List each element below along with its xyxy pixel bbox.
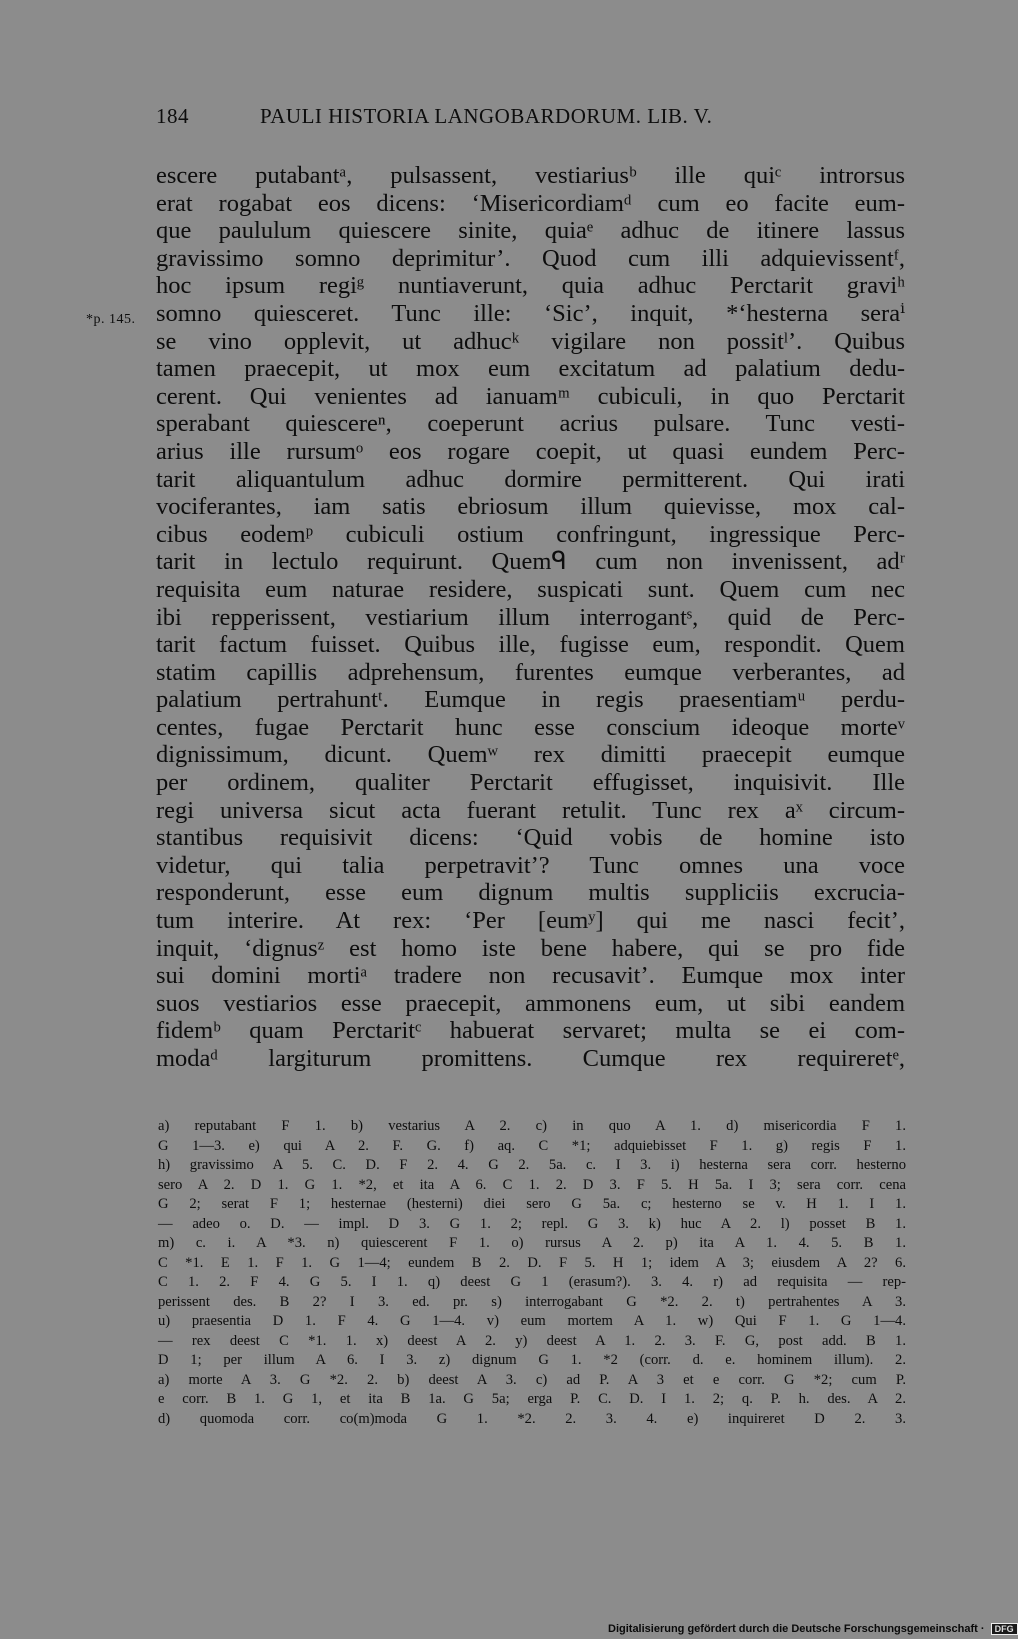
footnotes xyxy=(158,1117,906,1429)
dfg-footer xyxy=(608,1623,1018,1635)
text-line: somno quiesceret. Tunc ille: ‘Sic’, inquit, *‘hesterna seraⁱ xyxy=(156,299,905,327)
footnote-line: — adeo o. D. — impl. D 3. G 1. 2; repl. G 3. k) huc A 2. l) posset B 1. xyxy=(158,1215,906,1232)
text-line: tarit factum fuisset. Quibus ille, fugisse eum, respondit. Quem xyxy=(156,631,905,659)
text-line: inquit, ‘dignusᶻ est homo iste bene habere, qui se pro fide xyxy=(156,934,905,962)
text-line: requisita eum naturae residere, suspicati sunt. Quem cum nec xyxy=(156,575,905,603)
page-number: 184 xyxy=(156,104,189,128)
footnote-line: u) praesentia D 1. F 4. G 1—4. v) eum mortem A 1. w) Qui F 1. G 1—4. xyxy=(158,1313,906,1329)
text-line: per ordinem, qualiter Perctarit effugisset, inquisivit. Ille xyxy=(156,769,905,797)
footnote-line: perissent des. B 2? I 3. ed. pr. s) interrogabant G *2. 2. t) pertrahentes A 3. xyxy=(158,1293,906,1310)
footnote-line: — rex deest C *1. 1. x) deest A 2. y) deest A 1. 2. 3. F. G, post add. B 1. xyxy=(158,1332,906,1349)
footnote-line: d) quomoda corr. co(m)moda G 1. *2. 2. 3. 4. e) inquireret D 2. 3. xyxy=(158,1410,906,1427)
text-line: modaᵈ largiturum promittens. Cumque rex requireretᵉ, xyxy=(156,1045,905,1072)
text-line: gravissimo somno deprimitur’. Quod cum illi adquievissentᶠ, xyxy=(156,244,905,272)
text-line: tarit in lectulo requirunt. Quemᑫ cum non invenissent, adʳ xyxy=(156,548,905,576)
main-text xyxy=(156,162,905,1073)
footnote-line: G 2; serat F 1; hesternae (hesterni) diei sero G 5a. c; hesterno se v. H 1. I 1. xyxy=(158,1196,906,1212)
text-line: se vino opplevit, ut adhucᵏ vigilare non possitˡ’. Quibus xyxy=(156,327,905,355)
text-line: sperabant quiescereⁿ, coeperunt acrius pulsare. Tunc vesti- xyxy=(156,410,905,438)
text-line: responderunt, esse eum dignum multis suppliciis excrucia- xyxy=(156,879,905,907)
text-line: sui domini mortiᵃ tradere non recusavit’. Eumque mox inter xyxy=(156,962,905,990)
running-title: PAULI HISTORIA LANGOBARDORUM. LIB. V. xyxy=(260,104,713,128)
text-line: cerent. Qui venientes ad ianuamᵐ cubiculi, in quo Perctarit xyxy=(156,382,905,410)
text-line: videtur, qui talia perpetravit’? Tunc omnes una voce xyxy=(156,851,905,879)
margin-page-reference: *p. 145. xyxy=(86,312,136,327)
text-line: vociferantes, iam satis ebriosum illum quievisse, mox cal- xyxy=(156,493,905,521)
text-line: statim capillis adprehensum, furentes eumque verberantes, ad xyxy=(156,658,905,686)
text-line: fidemᵇ quam Perctaritᶜ habuerat servaret; multa se ei com- xyxy=(156,1017,905,1045)
text-line: regi universa sicut acta fuerant retulit. Tunc rex aˣ circum- xyxy=(156,796,905,824)
dfg-logo: DFG xyxy=(991,1623,1018,1635)
footer-text: Digitalisierung gefördert durch die Deutsche Forschungsgemeinschaft · xyxy=(608,1623,985,1635)
text-line: erat rogabat eos dicens: ‘Misericordiamᵈ cum eo facite eum- xyxy=(156,189,905,217)
text-line: que paululum quiescere sinite, quiaᵉ adhuc de itinere lassus xyxy=(156,217,905,245)
footnote-line: a) morte A 3. G *2. 2. b) deest A 3. c) ad P. A 3 et e corr. G *2; cum P. xyxy=(158,1371,906,1388)
text-line: suos vestiarios esse praecepit, ammonens eum, ut sibi eandem xyxy=(156,989,905,1017)
footnote-line: a) reputabant F 1. b) vestarius A 2. c) in quo A 1. d) misericordia F 1. xyxy=(158,1118,906,1134)
text-line: tamen praecepit, ut mox eum excitatum ad palatium dedu- xyxy=(156,355,905,383)
footnote-line: e corr. B 1. G 1, et ita B 1a. G 5a; erga P. C. D. I 1. 2; q. P. h. des. A 2. xyxy=(158,1391,906,1407)
footnote-line: D 1; per illum A 6. I 3. z) dignum G 1. *2 (corr. d. e. hominem illum). 2. xyxy=(158,1352,906,1368)
text-line: dignissimum, dicunt. Quemʷ rex dimitti praecepit eumque xyxy=(156,741,905,769)
text-line: stantibus requisivit dicens: ‘Quid vobis de homine isto xyxy=(156,824,905,852)
footnote-line: G 1—3. e) qui A 2. F. G. f) aq. C *1; adquiebisset F 1. g) regis F 1. xyxy=(158,1137,906,1154)
text-line: hoc ipsum regiᵍ nuntiaverunt, quia adhuc Perctarit graviʰ xyxy=(156,272,905,300)
footnote-line: m) c. i. A *3. n) quiescerent F 1. o) rursus A 2. p) ita A 1. 4. 5. B 1. xyxy=(158,1235,906,1251)
text-line: ibi repperissent, vestiarium illum interrogantˢ, quid de Perc- xyxy=(156,603,905,631)
footnote-line: C 1. 2. F 4. G 5. I 1. q) deest G 1 (erasum?). 3. 4. r) ad requisita — rep- xyxy=(158,1274,906,1290)
text-line: arius ille rursumᵒ eos rogare coepit, ut quasi eundem Perc- xyxy=(156,437,905,465)
text-line: centes, fugae Perctarit hunc esse conscium ideoque morteᵛ xyxy=(156,713,905,741)
text-line: tarit aliquantulum adhuc dormire permitterent. Qui irati xyxy=(156,465,905,493)
text-line: tum interire. At rex: ‘Per [eumʸ] qui me nasci fecit’, xyxy=(156,907,905,935)
text-line: cibus eodemᵖ cubiculi ostium confringunt, ingressique Perc- xyxy=(156,520,905,548)
footnote-line: C *1. E 1. F 1. G 1—4; eundem B 2. D. F 5. H 1; idem A 3; eiusdem A 2? 6. xyxy=(158,1254,906,1271)
text-line: palatium pertrahuntᵗ. Eumque in regis praesentiamᵘ perdu- xyxy=(156,686,905,714)
footnote-line: h) gravissimo A 5. C. D. F 2. 4. G 2. 5a. c. I 3. i) hesterna sera corr. hesterno xyxy=(158,1157,906,1173)
footnote-line: sero A 2. D 1. G 1. *2, et ita A 6. C 1. 2. D 3. F 5. H 5a. I 3; sera corr. cena xyxy=(158,1176,906,1193)
text-line: escere putabantᵃ, pulsassent, vestiariusᵇ ille quiᶜ introrsus xyxy=(156,162,905,189)
